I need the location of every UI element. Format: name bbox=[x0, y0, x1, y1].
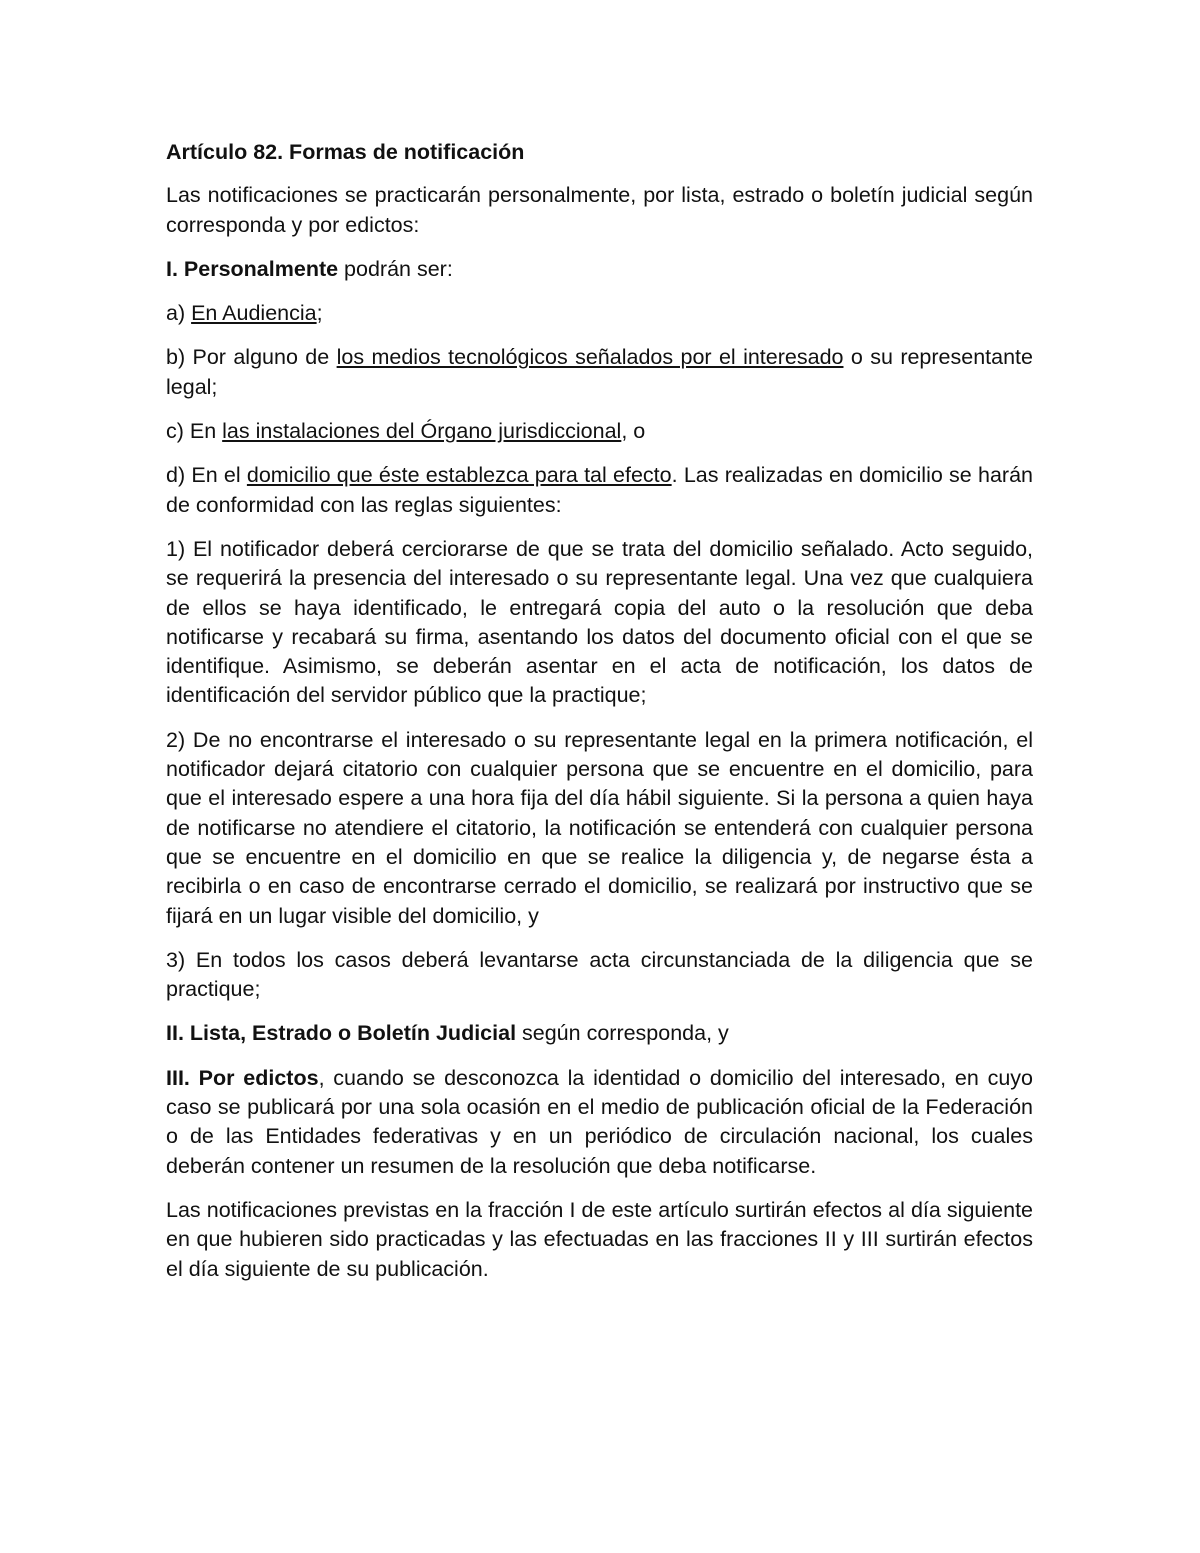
item-d-underlined: domicilio que éste establezca para tal efecto bbox=[246, 463, 672, 488]
rule-2-paragraph: 2) De no encontrarse el interesado o su representante legal en la primera notificación, el notificador dejará citatorio con cualquier persona que se encuentre en el domicilio, para que el interesado espere a una hora fija del día hábil siguiente. Si la persona a quien haya de notificarse no atendiere el citatorio, la notificación se entenderá con cualquier persona que se encuentre en el domicilio en que se realice la diligencia y, de negarse ésta a recibirla o en caso de encontrarse cerrado el domicilio, se realizará por instructivo que se fijará en un lugar visible del domicilio, y bbox=[166, 727, 1033, 928]
item-b-suffix: o su representante legal; bbox=[166, 345, 1033, 399]
item-b-paragraph bbox=[166, 343, 1033, 402]
article-title-text: Artículo 82. Formas de notificación bbox=[166, 140, 525, 164]
item-c-paragraph bbox=[166, 417, 1033, 446]
item-a-underlined: En Audiencia bbox=[191, 301, 317, 326]
fraction-i-text: podrán ser: bbox=[338, 256, 453, 281]
document-page bbox=[166, 138, 1033, 1299]
fraction-iii-paragraph bbox=[166, 1064, 1033, 1181]
rule-3-paragraph: 3) En todos los casos deberá levantarse acta circunstanciada de la diligencia que se practique; bbox=[166, 947, 1033, 1002]
fraction-ii-heading: II. Lista, Estrado o Boletín Judicial bbox=[166, 1021, 517, 1046]
fraction-ii-paragraph bbox=[166, 1019, 1033, 1048]
item-d-paragraph bbox=[166, 461, 1033, 520]
closing-paragraph: Las notificaciones previstas en la fracción I de este artículo surtirán efectos al día siguiente en que hubieren sido practicadas y las efectuadas en las fracciones II y III surtirán efectos el día siguiente de su publicación. bbox=[166, 1197, 1033, 1281]
rule-1-paragraph: 1) El notificador deberá cerciorarse de que se trata del domicilio señalado. Acto seguido, se requerirá la presencia del interesado o su representante legal. Una vez que cualquiera de ellos se haya identificado, le entregará copia del auto o la resolución que deba notificarse y recabará su firma, asentando los datos del documento oficial con el que se identifique. Asimismo, se deberán asentar en el acta de notificación, los datos de identificación del servidor público que la practique; bbox=[166, 536, 1033, 708]
item-a-prefix: a) bbox=[166, 301, 192, 326]
item-d-suffix: . Las realizadas en domicilio se harán de conformidad con las reglas siguientes: bbox=[166, 463, 1033, 517]
item-c-underlined: las instalaciones del Órgano jurisdiccional bbox=[222, 419, 622, 444]
item-c-suffix: , o bbox=[621, 419, 646, 444]
item-a-paragraph bbox=[166, 299, 1033, 328]
item-b-prefix: b) Por alguno de bbox=[166, 345, 337, 370]
intro-paragraph: Las notificaciones se practicarán personalmente, por lista, estrado o boletín judicial según corresponda y por edictos: bbox=[166, 183, 1033, 237]
fraction-ii-text: según corresponda, y bbox=[516, 1021, 729, 1046]
item-a-suffix: ; bbox=[316, 301, 323, 326]
fraction-iii-heading: III. Por edictos bbox=[166, 1065, 319, 1090]
fraction-i-paragraph bbox=[166, 255, 1033, 284]
item-b-underlined: los medios tecnológicos señalados por el interesado bbox=[336, 345, 844, 370]
article-title bbox=[166, 138, 1033, 167]
fraction-i-heading: I. Personalmente bbox=[166, 256, 339, 281]
fraction-iii-text: , cuando se desconozca la identidad o domicilio del interesado, en cuyo caso se publicará por una sola ocasión en el medio de publicación oficial de la Federación o de las Entidades federativas y en un periódico de circulación nacional, los cuales deberán contener un resumen de la resolución que deba notificarse. bbox=[166, 1065, 1034, 1178]
item-d-prefix: d) En el bbox=[166, 463, 247, 488]
item-c-prefix: c) En bbox=[166, 419, 223, 444]
